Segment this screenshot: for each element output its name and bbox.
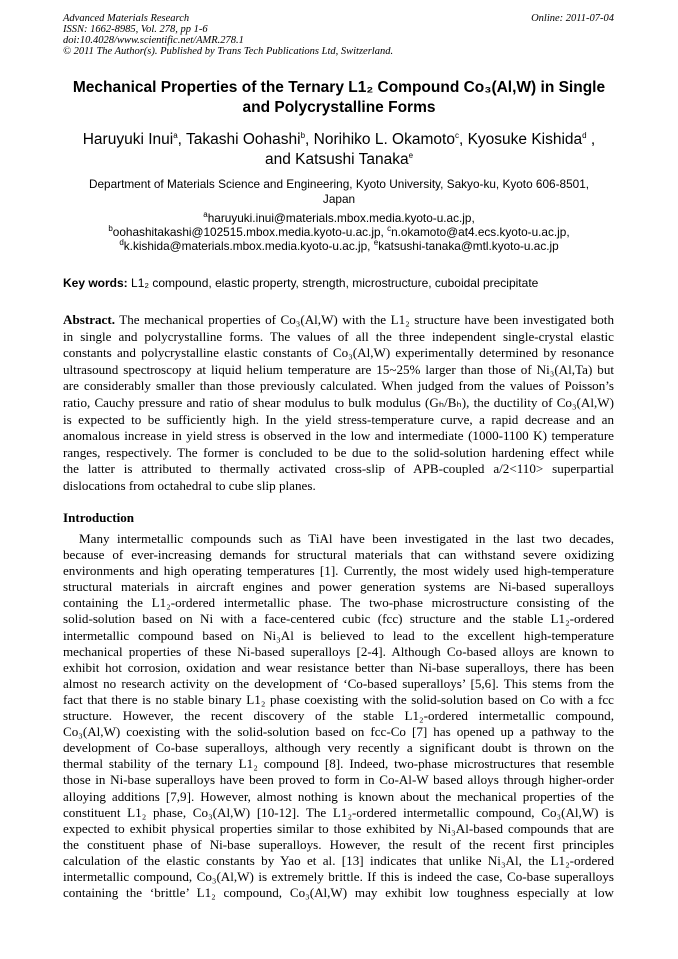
paragraph-line: expected to exhibit physical properties similar to those exhibited by Ni₃Al-based compounds that are — [63, 820, 614, 836]
abstract-text: The mechanical properties of Co₃(Al,W) with the L1₂ structure have been investigated both — [115, 312, 614, 327]
paragraph-line: those in Ni-base superalloys have been proved to form in Co-Al-W based alloys through higher-order — [63, 772, 614, 788]
paragraph-line: solid-solution based on Ni with a face-centered cubic (fcc) structure and the stable L1₂-ordered — [63, 611, 614, 627]
affil-mark: a — [173, 130, 178, 140]
paragraph-line: because of ever-increasing demands for structural materials that can withstand severe oxidizing — [63, 547, 614, 563]
affiliation — [40, 177, 638, 207]
author: , Kyosuke Kishida — [458, 131, 583, 148]
section-heading: Introduction — [63, 510, 135, 525]
paragraph-line: thermal stability of the ternary L1₂ compound [8]. Indeed, two-phase microstructures that resemble — [63, 756, 614, 772]
abstract-line: is expected to be sufficiently high. In the yield stress-temperature curve, a rapid decrease and an — [63, 411, 614, 427]
abstract-line: constants and polycrystalline elastic constants of Co₃(Al,W) experimentally determined by resonance — [63, 345, 614, 361]
keywords-label: Key words: — [63, 276, 128, 290]
paragraph-line: structural materials in aircraft engines and power generation systems are Ni-based superalloys — [63, 579, 614, 595]
affil-mark: d — [582, 130, 587, 140]
affil-mark: b — [108, 224, 113, 234]
title-line: and Polycrystalline Forms — [242, 99, 436, 116]
author-list — [40, 130, 638, 170]
author: , Norihiko L. Okamoto — [305, 131, 455, 148]
affil-mark: d — [119, 238, 124, 248]
title-line: Mechanical Properties of the Ternary L1₂ Compound Co₃(Al,W) in Single — [72, 79, 606, 96]
author: Haruyuki Inui — [82, 131, 174, 148]
abstract-line: ratio, Cauchy pressure and ratio of shear modulus to bulk modulus (Gₕ/Bₕ), the ductility of Co₃(Al,W) — [63, 394, 614, 410]
paragraph-line: the constituent phase of Ni-base superalloys. However, the result of the recent first principles — [63, 836, 614, 852]
affil-mark: a — [203, 210, 208, 220]
paragraph-line: Many intermetallic compounds such as TiAl have been investigated in the last two decades, — [79, 531, 614, 546]
paragraph-line: development of Co-base superalloys, although very recently a significant doubt is thrown on the — [63, 740, 614, 756]
keywords-text: L1₂ compound, elastic property, strength, microstructure, cuboidal precipitate — [127, 276, 539, 290]
affil-mark: e — [408, 150, 414, 160]
online-date: Online: 2011-07-04 — [531, 13, 614, 24]
paragraph-line: calculation of the elastic constants by Yao et al. [13] indicates that unlike Ni₃Al, the L1₂-ordered — [63, 852, 614, 868]
paragraph-line: structure. However, the recent discovery of the stable L1₂-ordered intermetallic compound, — [63, 708, 614, 724]
paragraph-line: intermetallic compound, Co₃(Al,W) is extremely brittle. If this is indeed the case, Co-base superalloys — [63, 868, 614, 884]
email-link[interactable]: katsushi-tanaka@mtl.kyoto-u.ac.jp — [378, 239, 559, 253]
email-link[interactable]: oohashitakashi@102515.mbox.media.kyoto-u.ac.jp, — [112, 225, 388, 239]
paragraph-line: intermetallic compound based on Ni₃Al is believed to lead to the excellent high-temperature — [63, 627, 614, 643]
paragraph-line: fact that there is no stable binary L1₂ phase coexisting with the solid-solution based on Co with a fcc — [63, 691, 614, 707]
abstract-line: dislocations from octahedral to cube slip planes. — [63, 477, 316, 493]
email-link[interactable]: haruyuki.inui@materials.mbox.media.kyoto-u.ac.jp, — [207, 211, 475, 225]
author-sep: , — [586, 131, 596, 148]
journal-header — [63, 13, 393, 57]
paragraph-line: containing the ‘brittle’ L1₂ compound, Co₃(Al,W) may exhibit low toughness especially at low — [63, 885, 614, 901]
author: , Takashi Oohashi — [177, 131, 301, 148]
doi: doi:10.4028/www.scientific.net/AMR.278.1 — [63, 35, 244, 46]
paragraph-line: Co₃(Al,W) coexisting with the solid-solution based on fcc-Co [7] has opened up a pathway to the — [63, 724, 614, 740]
abstract-line: are considerably smaller than those previously calculated. When judged from the values of Poisson’s — [63, 378, 614, 394]
affiliation-line: Japan — [322, 192, 356, 206]
affil-mark: b — [300, 130, 306, 140]
copyright: © 2011 The Author(s). Published by Trans Tech Publications Ltd, Switzerland. — [63, 46, 394, 57]
journal-name: Advanced Materials Research — [63, 13, 190, 24]
affil-mark: e — [373, 238, 379, 248]
paragraph-line: alloying additions [7,9]. However, almost nothing is known about the mechanical properties of the — [63, 788, 614, 804]
affiliation-line: Department of Materials Science and Engineering, Kyoto University, Sakyo-ku, Kyoto 606-8501, — [88, 177, 590, 191]
abstract-line: anomalous increase in yield stress is observed in the low and intermediate (1000-1100 K) temperature — [63, 428, 614, 444]
abstract-line: ranges, respectively. The former is concluded to be due to the solid-solution hardening effect while — [63, 444, 614, 460]
keywords — [63, 276, 538, 290]
abstract-line: the latter is attributed to thermally activated cross-slip of APB-coupled a/2<110> superpartial — [63, 461, 614, 477]
paragraph-line: exhibit hot corrosion, oxidation and wear resistance better than Ni-base superalloys, there has been — [63, 659, 614, 675]
email-link[interactable]: k.kishida@materials.mbox.media.kyoto-u.ac.jp, — [123, 239, 374, 253]
paragraph-line: almost no research activity on the development of ‘Co-based superalloys’ [5,6]. This stems from the — [63, 675, 614, 691]
paragraph-line: containing the L1₂-ordered intermetallic phase. The two-phase microstructure consisting of the — [63, 595, 614, 611]
email-list — [40, 211, 638, 253]
paragraph-line: constituent L1₂ phase, Co₃(Al,W) [10-12]. The L1₂-ordered intermetallic compound, Co₃(Al,W) is — [63, 804, 614, 820]
abstract-line: in single and polycrystalline forms. The values of all the three independent single-crystal elastic — [63, 328, 614, 344]
paragraph-line: environments and high operating temperatures [1]. Currently, the most widely used high-temperature — [63, 563, 614, 579]
affil-mark: c — [454, 130, 459, 140]
introduction-section — [63, 509, 614, 901]
paper-title — [40, 78, 638, 118]
paragraph-line: mechanical properties of these Ni-based superalloys [2-4]. Although Co-based alloys are known to — [63, 643, 614, 659]
abstract-line — [63, 312, 614, 329]
issn: ISSN: 1662-8985, Vol. 278, pp 1-6 — [63, 24, 208, 35]
abstract — [63, 312, 614, 495]
abstract-line: ultrasound spectroscopy at liquid helium temperature are 15~25% larger than those of Ni₃(Al,Ta) but — [63, 361, 614, 377]
author: and Katsushi Tanaka — [264, 151, 409, 168]
email-link[interactable]: n.okamoto@at4.ecs.kyoto-u.ac.jp, — [391, 225, 570, 239]
affil-mark: c — [387, 224, 392, 234]
abstract-label: Abstract. — [63, 312, 115, 327]
